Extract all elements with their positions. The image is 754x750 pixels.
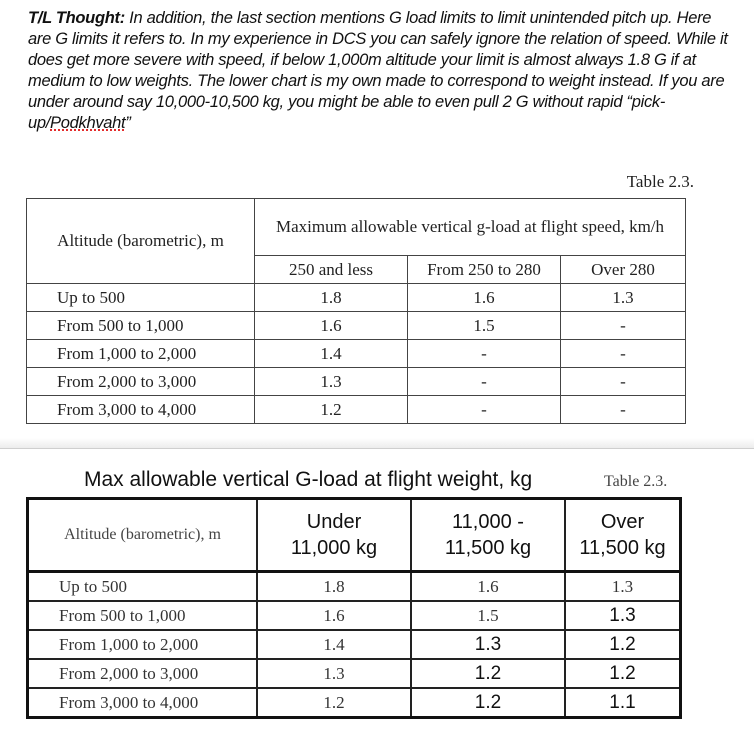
column-header: 250 and less xyxy=(255,256,408,284)
note-label: T/L Thought: xyxy=(28,9,125,27)
section-divider xyxy=(0,438,754,449)
altitude-cell: From 500 to 1,000 xyxy=(28,601,258,630)
value-cell: - xyxy=(561,340,686,368)
speed-group-header: Maximum allowable vertical g-load at flight speed, km/h xyxy=(255,199,686,256)
value-cell: 1.2 xyxy=(565,630,681,659)
value-cell: 1.2 xyxy=(411,688,565,718)
table-row xyxy=(28,688,681,718)
weight-gload-table xyxy=(26,497,682,719)
altitude-cell: From 1,000 to 2,000 xyxy=(27,340,255,368)
note-text: In addition, the last section mentions G load limits to limit unintended pitch up. Here are G limits it refers to. In my experience in DCS you can safely ignore the relation of speed. While it does get more severe with speed, if below 1,000m altitude your limit is almost always 1.8 G if at medium to low weights. The lower chart is my own made to correspond to weight instead. If you are under around say 10,000-10,500 kg, you might be able to even pull 2 G without rapid “pick-up/ xyxy=(28,9,728,132)
value-cell: - xyxy=(561,312,686,340)
column-header-line1: Under xyxy=(306,511,362,533)
altitude-cell: From 1,000 to 2,000 xyxy=(28,630,258,659)
value-cell: - xyxy=(561,396,686,424)
value-cell: 1.3 xyxy=(255,368,408,396)
altitude-cell: From 2,000 to 3,000 xyxy=(27,368,255,396)
value-cell: 1.3 xyxy=(565,601,681,630)
table-row xyxy=(28,630,681,659)
value-cell: 1.2 xyxy=(257,688,411,718)
value-cell: - xyxy=(408,340,561,368)
value-cell: 1.6 xyxy=(408,284,561,312)
value-cell: 1.5 xyxy=(411,601,565,630)
table2-title: Max allowable vertical G-load at flight weight, kg xyxy=(84,468,533,491)
column-header-line1: Over xyxy=(600,511,645,533)
column-header-line2: 11,500 kg xyxy=(579,537,666,559)
value-cell: 1.6 xyxy=(257,601,411,630)
value-cell: 1.4 xyxy=(255,340,408,368)
note-text-end: ” xyxy=(125,114,131,132)
value-cell: 1.2 xyxy=(565,659,681,688)
speed-gload-table xyxy=(26,198,686,424)
value-cell: 1.3 xyxy=(257,659,411,688)
altitude-cell: Up to 500 xyxy=(28,572,258,602)
column-header xyxy=(565,499,681,572)
value-cell: 1.6 xyxy=(255,312,408,340)
value-cell: 1.2 xyxy=(411,659,565,688)
table-row xyxy=(28,601,681,630)
table-row xyxy=(28,572,681,602)
altitude-header: Altitude (barometric), m xyxy=(27,199,255,284)
column-header-line2: 11,000 kg xyxy=(290,537,378,559)
value-cell: - xyxy=(408,396,561,424)
column-header-line2: 11,500 kg xyxy=(444,537,532,559)
column-header: Over 280 xyxy=(561,256,686,284)
table-row xyxy=(28,659,681,688)
table-row xyxy=(27,312,686,340)
column-header: From 250 to 280 xyxy=(408,256,561,284)
value-cell: 1.2 xyxy=(255,396,408,424)
column-header xyxy=(257,499,411,572)
value-cell: 1.1 xyxy=(565,688,681,718)
value-cell: 1.3 xyxy=(561,284,686,312)
author-note xyxy=(28,8,738,134)
altitude-header: Altitude (barometric), m xyxy=(28,499,258,572)
value-cell: 1.3 xyxy=(565,572,681,602)
table1-caption: Table 2.3. xyxy=(626,172,694,191)
altitude-cell: From 2,000 to 3,000 xyxy=(28,659,258,688)
value-cell: 1.3 xyxy=(411,630,565,659)
column-header-line1: 11,000 - xyxy=(452,511,524,533)
altitude-cell: From 3,000 to 4,000 xyxy=(27,396,255,424)
table-row xyxy=(27,368,686,396)
misspelled-word: Podkhvaht xyxy=(50,114,126,132)
column-header xyxy=(411,499,565,572)
altitude-cell: From 3,000 to 4,000 xyxy=(28,688,258,718)
table-row xyxy=(27,340,686,368)
table-row xyxy=(27,284,686,312)
table2-caption: Table 2.3. xyxy=(604,473,668,490)
altitude-cell: From 500 to 1,000 xyxy=(27,312,255,340)
value-cell: - xyxy=(561,368,686,396)
altitude-cell: Up to 500 xyxy=(27,284,255,312)
value-cell: 1.5 xyxy=(408,312,561,340)
value-cell: - xyxy=(408,368,561,396)
table-row xyxy=(27,396,686,424)
value-cell: 1.4 xyxy=(257,630,411,659)
value-cell: 1.8 xyxy=(255,284,408,312)
value-cell: 1.8 xyxy=(257,572,411,602)
value-cell: 1.6 xyxy=(411,572,565,602)
